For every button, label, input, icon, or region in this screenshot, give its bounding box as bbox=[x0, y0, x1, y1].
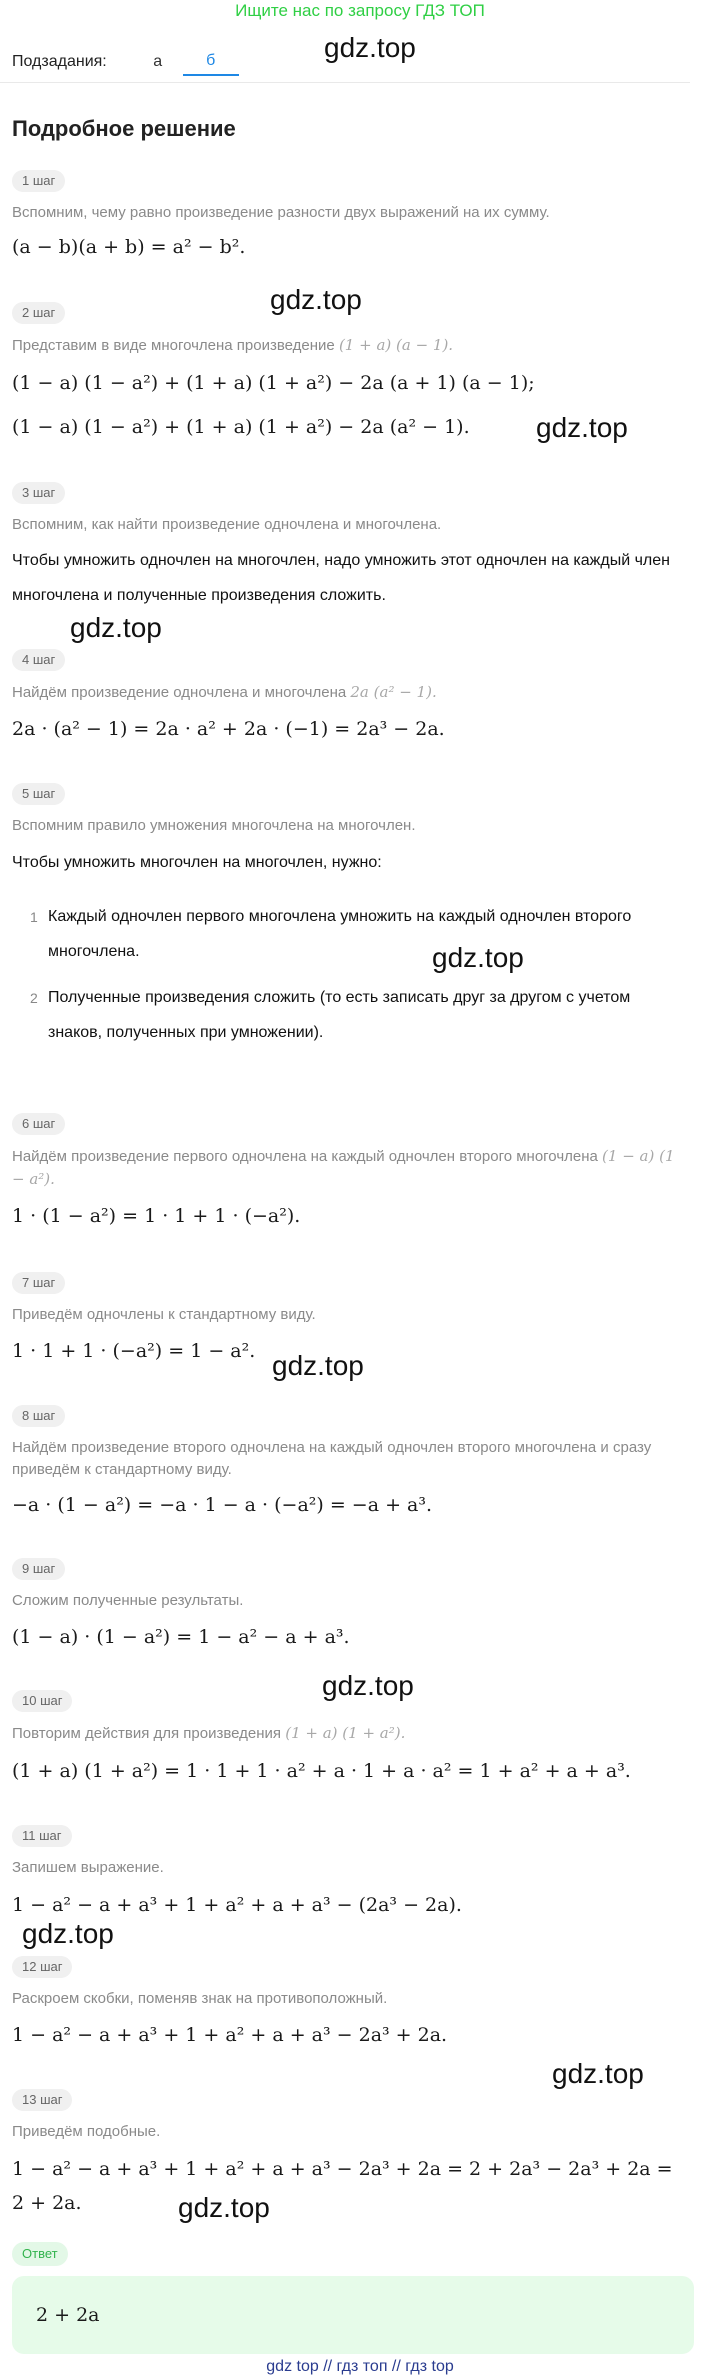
step-badge: 1 шаг bbox=[12, 170, 65, 192]
step-badge: 7 шаг bbox=[12, 1272, 65, 1294]
subtask-tab-a[interactable]: а bbox=[153, 53, 163, 70]
step-math: 1 · 1 + 1 · (−a²) = 1 − a². bbox=[12, 1340, 256, 1362]
step-hint bbox=[12, 334, 453, 357]
step-math: (1 + a) (1 + a²) = 1 · 1 + 1 · a² + a · 1 + a · a² = 1 + a² + a + a³. bbox=[12, 1760, 631, 1782]
hint-expression: (1 + a) (1 + a²). bbox=[285, 1724, 406, 1742]
step-math: (1 − a) (1 − a²) + (1 + a) (1 + a²) − 2a (a² − 1). bbox=[12, 416, 470, 438]
hint-expression: 2a (a² − 1). bbox=[350, 683, 437, 701]
answer-box bbox=[12, 2276, 694, 2354]
watermark: gdz.top bbox=[178, 2192, 270, 2223]
subtasks-label: Подзадания: bbox=[12, 53, 107, 70]
step-math: 2 + 2a. bbox=[12, 2192, 82, 2214]
step-hint: Сложим полученные результаты. bbox=[12, 1592, 244, 1609]
step-math: 1 − a² − a + a³ + 1 + a² + a + a³ − 2a³ + 2a. bbox=[12, 2024, 448, 2046]
step-badge: 6 шаг bbox=[12, 1113, 65, 1135]
step-math: 1 − a² − a + a³ + 1 + a² + a + a³ − (2a³ − 2a). bbox=[12, 1894, 462, 1916]
step-hint: Приведём одночлены к стандартному виду. bbox=[12, 1306, 316, 1323]
watermark: gdz.top bbox=[270, 284, 362, 315]
step-badge: 4 шаг bbox=[12, 649, 65, 671]
step-badge: 10 шаг bbox=[12, 1690, 72, 1712]
divider bbox=[0, 82, 690, 83]
step-math: (1 − a) (1 − a²) + (1 + a) (1 + a²) − 2a (a + 1) (a − 1); bbox=[12, 372, 535, 394]
hint-text: Повторим действия для произведения bbox=[12, 1725, 282, 1742]
step-math: 1 · (1 − a²) = 1 · 1 + 1 · (−a²). bbox=[12, 1205, 301, 1227]
watermark: gdz.top bbox=[22, 1918, 114, 1949]
step-hint: Раскроем скобки, поменяв знак на противоположный. bbox=[12, 1990, 388, 2007]
step-hint: Вспомним, чему равно произведение разности двух выражений на их сумму. bbox=[12, 204, 550, 221]
step-badge: 5 шаг bbox=[12, 783, 65, 805]
hint-expression: (1 + a) (a − 1). bbox=[338, 336, 454, 354]
step-hint: Найдём произведение второго одночлена на каждый одночлен второго многочлена и сразу приведём к стандартному виду. bbox=[12, 1439, 652, 1478]
step-hint: Вспомним, как найти произведение одночлена и многочлена. bbox=[12, 516, 442, 533]
step-badge: 3 шаг bbox=[12, 482, 65, 504]
step-badge: 12 шаг bbox=[12, 1956, 72, 1978]
step-badge: 11 шаг bbox=[12, 1825, 72, 1847]
watermark: gdz.top bbox=[536, 412, 628, 443]
step-hint bbox=[12, 1145, 682, 1191]
subtasks-switcher bbox=[12, 48, 239, 76]
subtask-tab-b[interactable]: б bbox=[183, 48, 239, 76]
step-hint: Вспомним правило умножения многочлена на многочлен. bbox=[12, 817, 416, 834]
step-badge: 2 шаг bbox=[12, 302, 65, 324]
hint-text: Найдём произведение первого одночлена на каждый одночлен второго многочлена bbox=[12, 1148, 598, 1165]
watermark: gdz.top bbox=[552, 2058, 644, 2089]
step-math: (1 − a) · (1 − a²) = 1 − a² − a + a³. bbox=[12, 1626, 350, 1648]
watermark: gdz.top bbox=[70, 612, 162, 643]
step-text: Чтобы умножить многочлен на многочлен, нужно: bbox=[12, 854, 382, 871]
top-banner[interactable]: Ищите нас по запросу ГДЗ ТОП bbox=[235, 1, 485, 20]
hint-expression: (1 − a) (1 − a²). bbox=[12, 1147, 675, 1188]
step-hint bbox=[12, 1722, 405, 1745]
step-math: 1 − a² − a + a³ + 1 + a² + a + a³ − 2a³ + 2a = 2 + 2a³ − 2a³ + 2a = bbox=[12, 2158, 673, 2180]
step-hint bbox=[12, 681, 437, 704]
watermark: gdz.top bbox=[324, 32, 416, 63]
step-hint: Приведём подобные. bbox=[12, 2123, 161, 2140]
step-badge: 8 шаг bbox=[12, 1405, 65, 1427]
watermark: gdz.top bbox=[432, 942, 524, 973]
list-number: 1 bbox=[30, 909, 38, 925]
watermark: gdz.top bbox=[322, 1670, 414, 1701]
step-math: (a − b)(a + b) = a² − b². bbox=[12, 236, 246, 258]
watermark: gdz.top bbox=[272, 1350, 364, 1381]
list-number: 2 bbox=[30, 990, 38, 1006]
step-math: 2a · (a² − 1) = 2a · a² + 2a · (−1) = 2a³ − 2a. bbox=[12, 718, 445, 740]
step-badge: 9 шаг bbox=[12, 1558, 65, 1580]
footer-links[interactable]: gdz top // гдз топ // гдз top bbox=[266, 2358, 454, 2375]
section-title: Подробное решение bbox=[12, 116, 236, 141]
list-item: Каждый одночлен первого многочлена умножить на каждый одночлен второго многочлена. bbox=[48, 908, 632, 960]
step-hint: Запишем выражение. bbox=[12, 1859, 164, 1876]
hint-text: Найдём произведение одночлена и многочлена bbox=[12, 684, 347, 701]
step-text: Чтобы умножить одночлен на многочлен, надо умножить этот одночлен на каждый член многочлена и полученные произведения сложить. bbox=[12, 552, 670, 604]
step-math: −a · (1 − a²) = −a · 1 − a · (−a²) = −a + a³. bbox=[12, 1494, 433, 1516]
answer-value: 2 + 2a bbox=[36, 2304, 100, 2326]
answer-badge: Ответ bbox=[12, 2242, 68, 2266]
step-badge: 13 шаг bbox=[12, 2089, 72, 2111]
hint-text: Представим в виде многочлена произведение bbox=[12, 337, 335, 354]
list-item: Полученные произведения сложить (то есть записать друг за другом с учетом знаков, полученных при умножении). bbox=[48, 989, 631, 1041]
